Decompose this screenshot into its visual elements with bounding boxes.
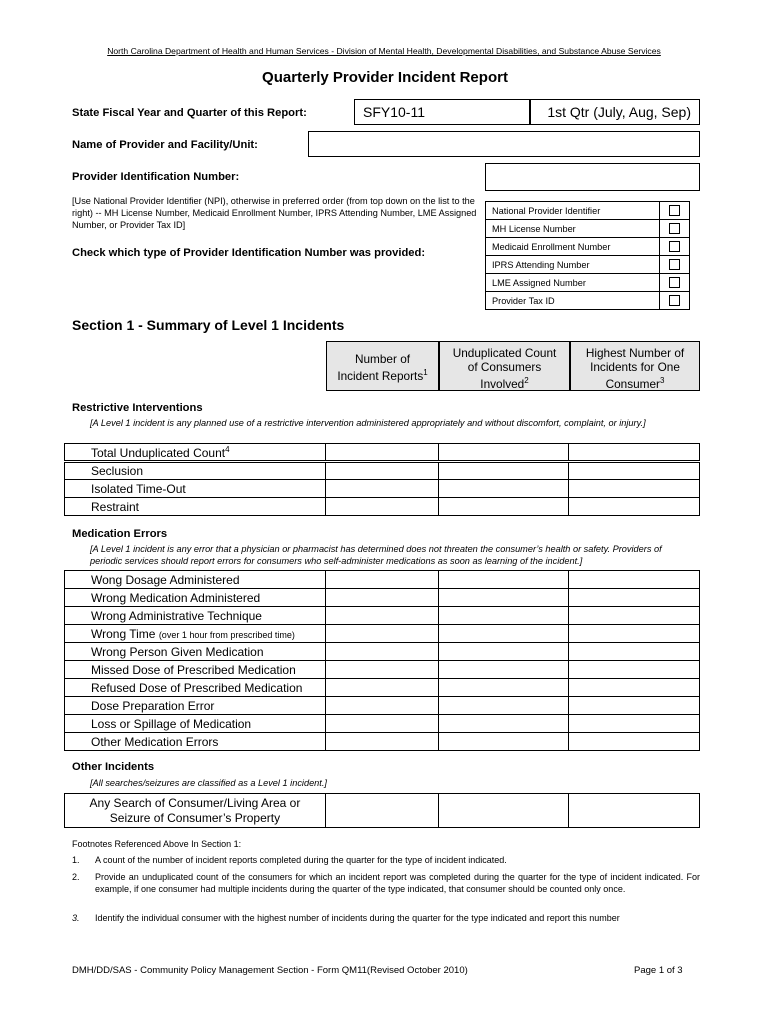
cell-input[interactable] [569,715,700,733]
id-type-table [485,201,690,310]
table-row [65,733,700,751]
table-row [65,794,700,828]
cell-input[interactable] [569,661,700,679]
cell-input[interactable] [325,589,438,607]
col3-sup: 3 [659,376,665,385]
other-note: [All searches/seizures are classified as a Level 1 incident.] [90,778,327,788]
footnote-number: 1. [72,855,80,865]
footnote-text: Identify the individual consumer with the highest number of incidents during the quarter for the type indicated and report this number [95,913,620,923]
id-type-label: MH License Number [486,220,660,238]
table-row [65,661,700,679]
cell-input[interactable] [569,643,700,661]
footer-form-id: DMH/DD/SAS - Community Policy Management Section - Form QM11(Revised October 2010) [72,965,468,976]
row-label: Wrong Person Given Medication [65,643,326,661]
cell-input[interactable] [438,625,569,643]
restrictive-heading: Restrictive Interventions [72,402,203,414]
row-label: Loss or Spillage of Medication [65,715,326,733]
row-label: Any Search of Consumer/Living Area or [89,795,301,810]
cell-input[interactable] [438,480,569,498]
id-type-row [486,256,690,274]
table-row [65,679,700,697]
cell-input[interactable] [438,794,569,828]
id-type-row [486,274,690,292]
agency-header: North Carolina Department of Health and Human Services - Division of Mental Health, Developmental Disabilities, and Substance Abuse Services [107,46,661,56]
table-row [65,498,700,516]
col2-line-b: of Consumers [467,360,542,374]
restrictive-note: [A Level 1 incident is any planned use of a restrictive intervention administered appropriately and without discomfort, complaint, or injury.] [90,418,646,428]
checkbox-lme[interactable] [669,277,680,288]
table-row [65,607,700,625]
cell-input[interactable] [569,733,700,751]
checkbox-tax-id[interactable] [669,295,680,306]
provider-id-label: Provider Identification Number: [72,171,240,183]
cell-input[interactable] [325,661,438,679]
cell-input[interactable] [438,715,569,733]
cell-input[interactable] [325,794,438,828]
row-label: Wong Dosage Administered [65,571,326,589]
medication-note: [A Level 1 incident is any error that a physician or pharmacist has determined does not threaten the consumer’s health or safety. Providers of periodic services should report errors for consumers who self-administer medications as soon as learning of the incident.] [90,544,662,566]
row-label: Total Unduplicated Count [91,445,226,460]
cell-input[interactable] [438,697,569,715]
cell-input[interactable] [569,697,700,715]
cell-input[interactable] [438,462,569,480]
cell-input[interactable] [438,607,569,625]
cell-input[interactable] [325,715,438,733]
footnotes-heading: Footnotes Referenced Above In Section 1: [72,839,242,849]
row-label: Isolated Time-Out [65,480,326,498]
cell-input[interactable] [325,607,438,625]
id-type-check-label: Check which type of Provider Identification Number was provided: [72,247,426,259]
table-row [65,697,700,715]
section1-title: Section 1 - Summary of Level 1 Incidents [72,317,345,333]
col-unduplicated-count [439,341,570,391]
checkbox-medicaid[interactable] [669,241,680,252]
col1-sup: 1 [423,368,428,377]
fiscal-year-field[interactable] [354,99,530,125]
id-type-label: Medicaid Enrollment Number [486,238,660,256]
id-type-row [486,220,690,238]
cell-input[interactable] [438,679,569,697]
cell-input[interactable] [438,643,569,661]
row-label: Restraint [65,498,326,516]
cell-input[interactable] [325,462,438,480]
id-type-label: IPRS Attending Number [486,256,660,274]
cell-input[interactable] [325,679,438,697]
row-label: Wrong Time [91,626,156,641]
wrong-time-note: (over 1 hour from prescribed time) [158,629,295,640]
cell-input[interactable] [438,571,569,589]
medication-table [64,570,700,751]
table-row [65,643,700,661]
cell-input[interactable] [569,498,700,516]
checkbox-mh-license[interactable] [669,223,680,234]
col2-line-a: Unduplicated Count [452,346,557,360]
total-sup: 4 [225,444,230,454]
table-row [65,589,700,607]
cell-input[interactable] [569,480,700,498]
col3-line-b: Incidents for One [590,360,680,374]
col3-line-a: Highest Number of [585,346,685,360]
table-row [65,571,700,589]
row-label: Dose Preparation Error [65,697,326,715]
cell-input[interactable] [325,571,438,589]
cell-input[interactable] [569,679,700,697]
footer-page-number: Page 1 of 3 [634,965,683,976]
provider-id-note: [Use National Provider Identifier (NPI), otherwise in preferred order (from top down on the list to the right) -- MH License Number, Medicaid Enrollment Number, IPRS Attending Number, LME Assigned Number, or Provider Tax ID] [72,196,477,230]
col-incident-reports [326,341,439,391]
cell-input[interactable] [325,480,438,498]
footnote-number: 3. [72,913,80,923]
row-label: Wrong Medication Administered [65,589,326,607]
cell-input[interactable] [438,733,569,751]
table-row [65,715,700,733]
fiscal-year-label: State Fiscal Year and Quarter of this Report: [72,107,307,119]
footnote-text: A count of the number of incident reports completed during the quarter for the type of incident indicated. [95,855,507,865]
col2-sup: 2 [524,376,529,385]
restrictive-table [64,443,700,516]
form-title: Quarterly Provider Incident Report [262,69,508,86]
cell-input[interactable] [569,794,700,828]
id-type-label: LME Assigned Number [486,274,660,292]
other-heading: Other Incidents [72,761,155,773]
table-row [65,625,700,643]
table-row [65,444,700,462]
row-label: Seclusion [65,462,326,480]
other-table [64,793,700,828]
cell-input[interactable] [325,444,438,462]
cell-input[interactable] [569,462,700,480]
col1-line-a: Number of [354,352,411,366]
row-label: Other Medication Errors [65,733,326,751]
cell-input[interactable] [438,589,569,607]
medication-heading: Medication Errors [72,528,168,540]
cell-input[interactable] [438,661,569,679]
col1-line-b: Incident Reports [337,368,424,383]
provider-name-field[interactable] [308,131,700,157]
row-label: Seizure of Consumer’s Property [109,810,281,825]
cell-input[interactable] [438,444,569,462]
id-type-label: Provider Tax ID [486,292,660,310]
col3-line-c: Consumer [605,376,660,391]
table-row [65,480,700,498]
col2-line-c: Involved [480,376,525,391]
cell-input[interactable] [325,498,438,516]
id-type-row [486,238,690,256]
fiscal-year-value: SFY10-11 [363,104,425,120]
quarter-field[interactable] [530,99,700,125]
col-highest-number [570,341,700,391]
cell-input[interactable] [569,625,700,643]
cell-input[interactable] [325,625,438,643]
id-type-label: National Provider Identifier [486,202,660,220]
cell-input[interactable] [325,733,438,751]
cell-input[interactable] [325,697,438,715]
footnote-text: Provide an unduplicated count of the consumers for which an incident report was completed during the quarter for the type of incident indicated. For example, if one consumer had multiple incidents during the quarter of the type indicated, that consumer should be counted only once. [95,872,700,894]
cell-input[interactable] [569,589,700,607]
row-label: Wrong Administrative Technique [65,607,326,625]
footnote-number: 2. [72,872,80,882]
cell-input[interactable] [569,607,700,625]
provider-id-field[interactable] [485,163,700,191]
row-label: Missed Dose of Prescribed Medication [65,661,326,679]
id-type-row [486,292,690,310]
provider-name-label: Name of Provider and Facility/Unit: [72,139,258,151]
table-row [65,462,700,480]
cell-input[interactable] [569,571,700,589]
cell-input[interactable] [438,498,569,516]
checkbox-npi[interactable] [669,205,680,216]
quarter-value: 1st Qtr (July, Aug, Sep) [547,104,691,120]
id-type-row [486,202,690,220]
cell-input[interactable] [325,643,438,661]
cell-input[interactable] [569,444,700,462]
row-label: Refused Dose of Prescribed Medication [65,679,326,697]
checkbox-iprs[interactable] [669,259,680,270]
